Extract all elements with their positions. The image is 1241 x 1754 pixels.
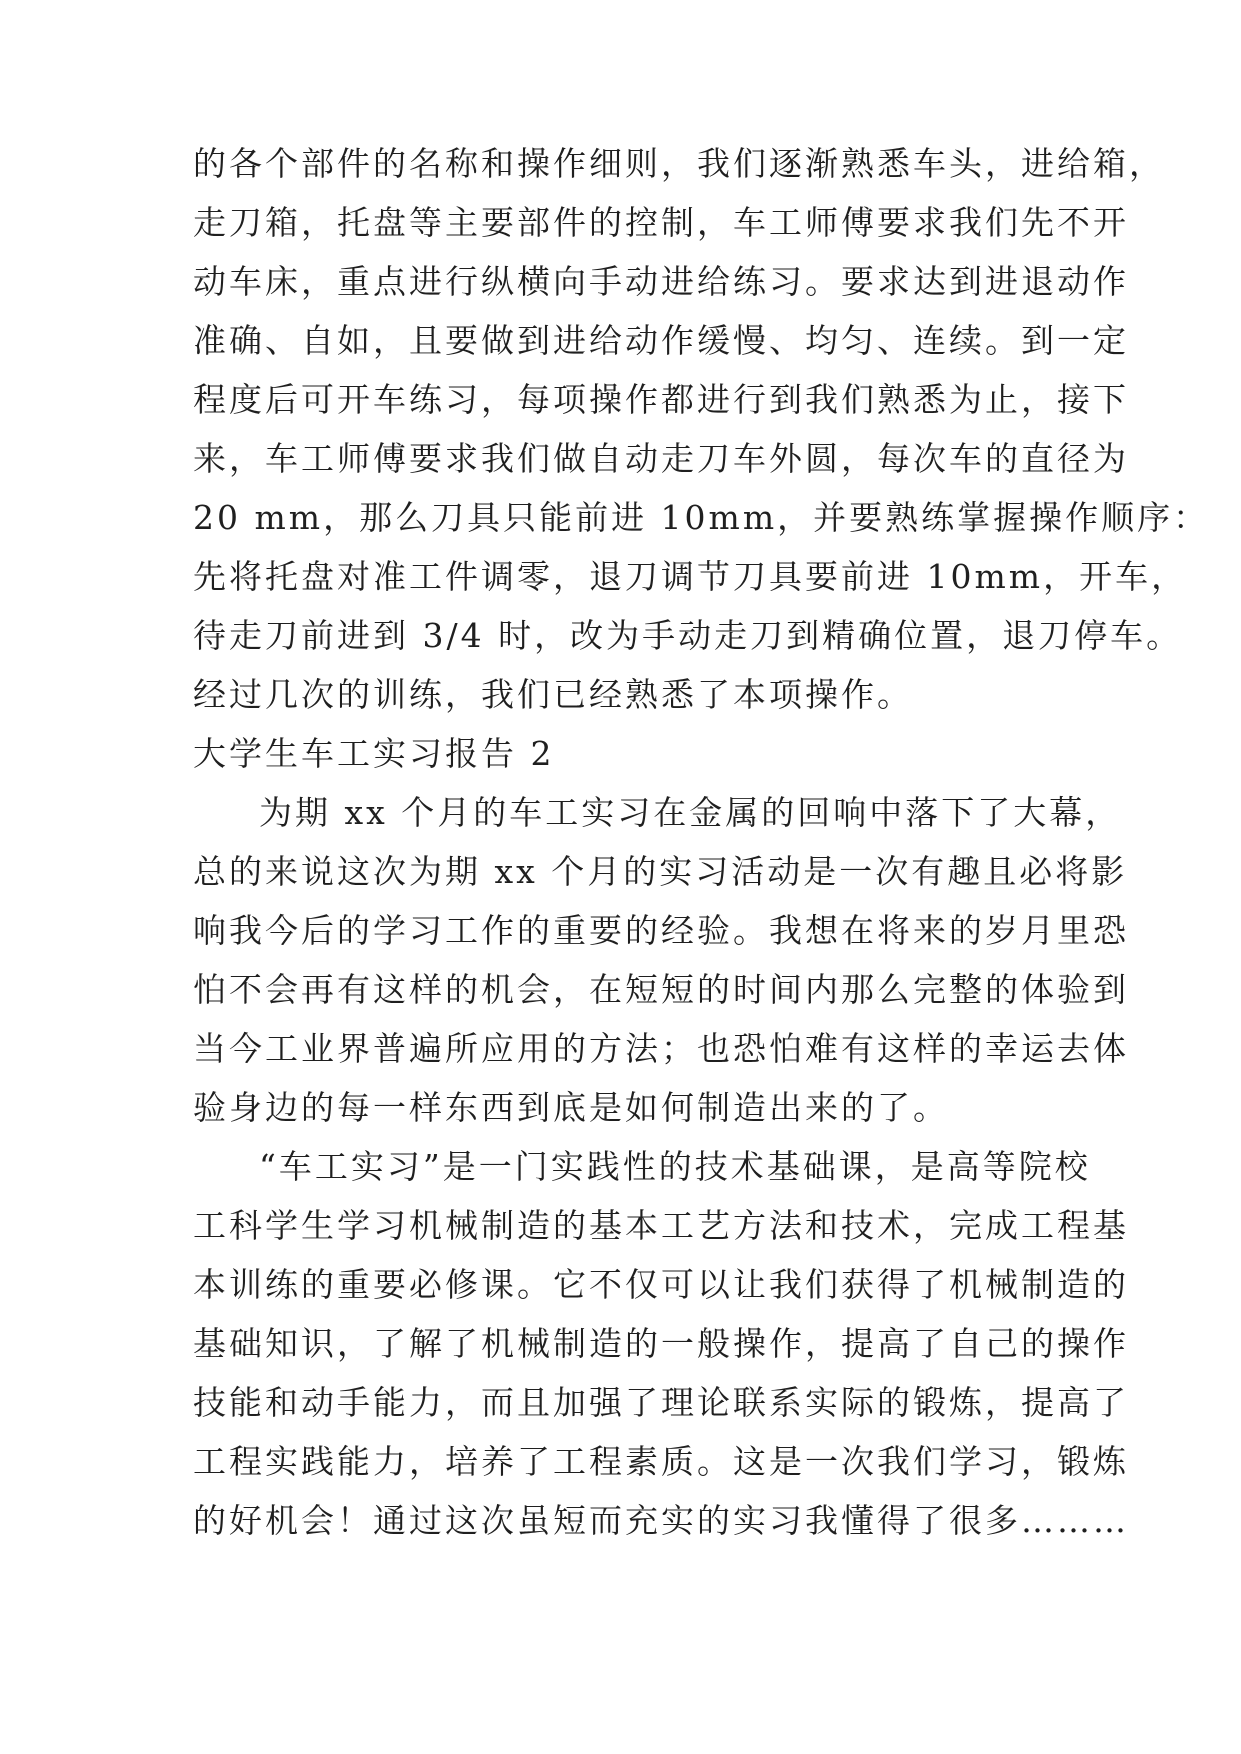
paragraph-1-line-3: 动车床，重点进行纵横向手动进给练习。要求达到进退动作 <box>193 262 1129 301</box>
paragraph-1-line-2: 走刀箱，托盘等主要部件的控制，车工师傅要求我们先不开 <box>193 203 1129 242</box>
paragraph-1-line-1: 的各个部件的名称和操作细则，我们逐渐熟悉车头，进给箱， <box>193 144 1165 183</box>
paragraph-2-line-2: 总的来说这次为期 xx 个月的实习活动是一次有趣且必将影 <box>193 852 1128 891</box>
paragraph-1-line-5: 程度后可开车练习，每项操作都进行到我们熟悉为止，接下 <box>193 380 1129 419</box>
paragraph-2-line-6: 验身边的每一样东西到底是如何制造出来的了。 <box>193 1088 949 1127</box>
paragraph-1-line-4: 准确、自如，且要做到进给动作缓慢、均匀、连续。到一定 <box>193 321 1129 360</box>
paragraph-2-line-4: 怕不会再有这样的机会，在短短的时间内那么完整的体验到 <box>193 970 1129 1009</box>
paragraph-1-line-10: 经过几次的训练，我们已经熟悉了本项操作。 <box>193 675 913 714</box>
paragraph-3-line-1: “车工实习”是一门实践性的技术基础课，是高等院校 <box>259 1147 1091 1186</box>
paragraph-3-line-6: 工程实践能力，培养了工程素质。这是一次我们学习，锻炼 <box>193 1442 1129 1481</box>
paragraph-2-line-1: 为期 xx 个月的车工实习在金属的回响中落下了大幕， <box>259 793 1122 832</box>
paragraph-1-line-6: 来，车工师傅要求我们做自动走刀车外圆，每次车的直径为 <box>193 439 1129 478</box>
paragraph-3-line-3: 本训练的重要必修课。它不仅可以让我们获得了机械制造的 <box>193 1265 1129 1304</box>
paragraph-3-line-2: 工科学生学习机械制造的基本工艺方法和技术，完成工程基 <box>193 1206 1129 1245</box>
paragraph-1-line-8: 先将托盘对准工件调零，退刀调节刀具要前进 10mm，开车， <box>193 557 1188 596</box>
paragraph-3-line-5: 技能和动手能力，而且加强了理论联系实际的锻炼，提高了 <box>193 1383 1129 1422</box>
paragraph-2-line-5: 当今工业界普遍所应用的方法；也恐怕难有这样的幸运去体 <box>193 1029 1129 1068</box>
paragraph-2-line-3: 响我今后的学习工作的重要的经验。我想在将来的岁月里恐 <box>193 911 1129 950</box>
section-heading: 大学生车工实习报告 2 <box>193 734 555 773</box>
paragraph-1-line-7: 20 mm，那么刀具只能前进 10mm，并要熟练掌握操作顺序： <box>193 498 1210 537</box>
paragraph-3-line-7: 的好机会！通过这次虽短而充实的实习我懂得了很多……… <box>193 1501 1129 1540</box>
paragraph-3-line-4: 基础知识，了解了机械制造的一般操作，提高了自己的操作 <box>193 1324 1129 1363</box>
paragraph-1-line-9: 待走刀前进到 3/4 时，改为手动走刀到精确位置，退刀停车。 <box>193 616 1183 655</box>
